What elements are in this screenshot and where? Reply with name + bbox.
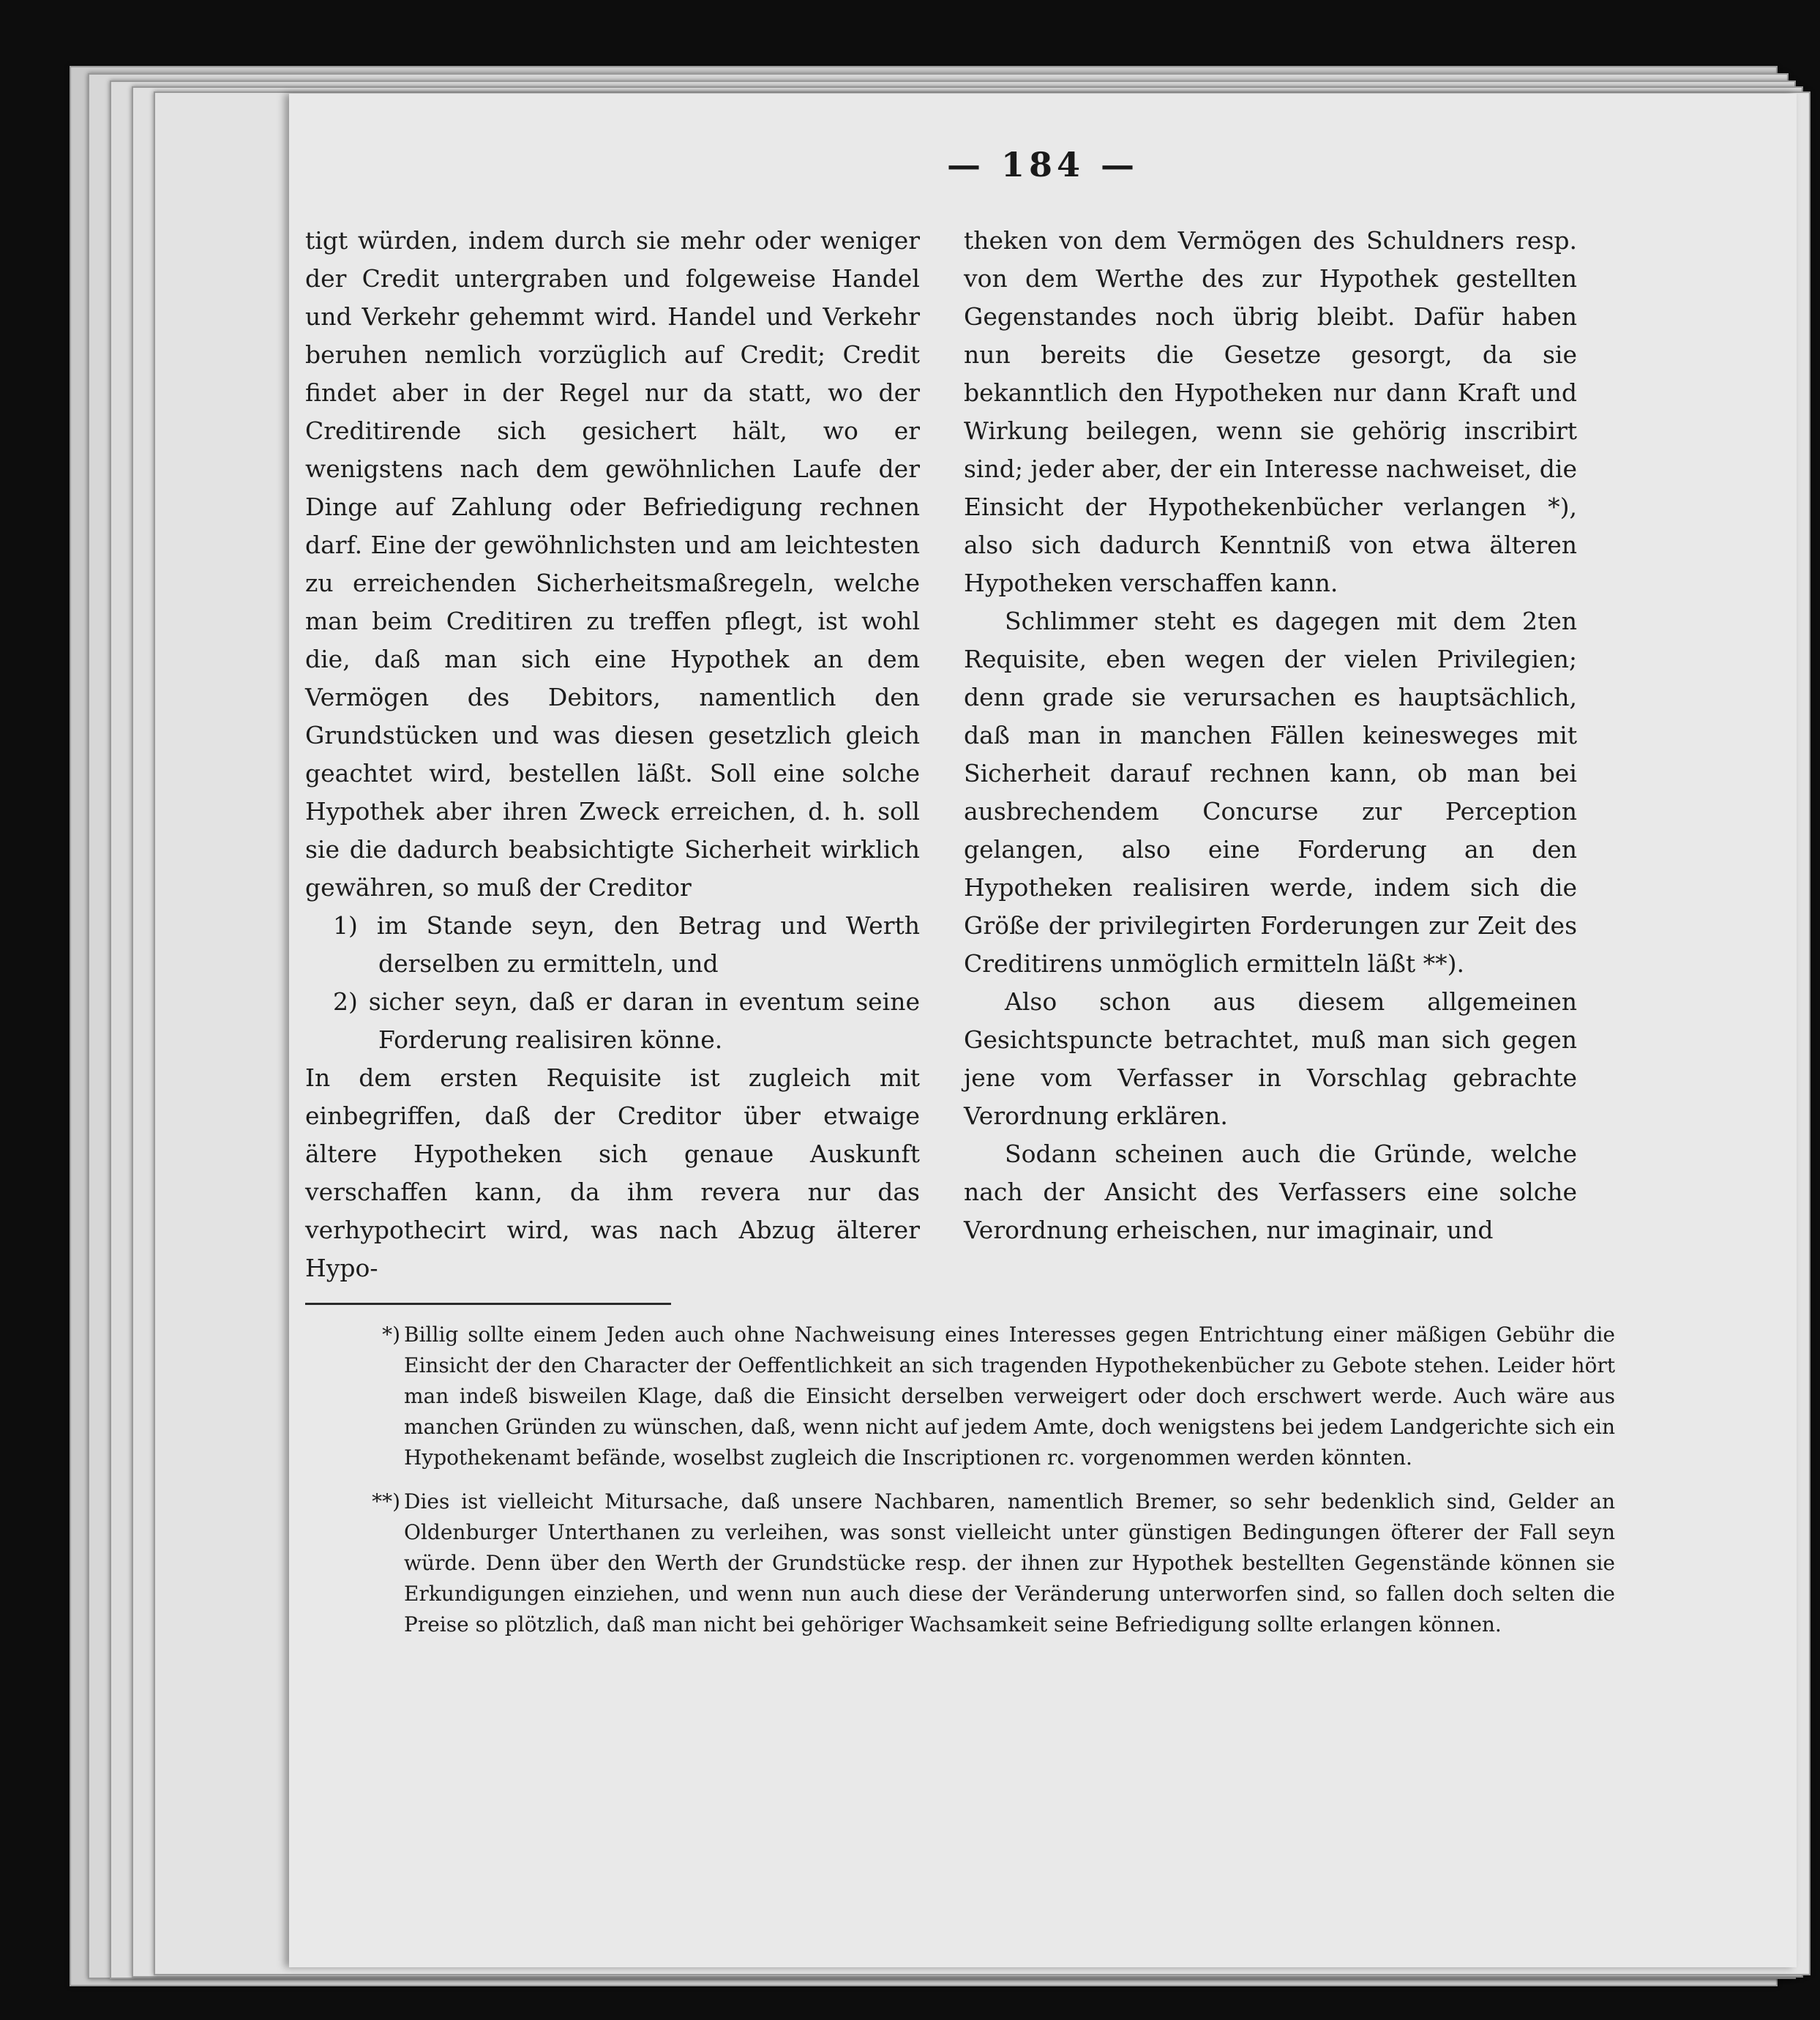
footnote xyxy=(305,1320,1615,1473)
footnote-divider xyxy=(305,1303,671,1305)
right-paragraph-1: theken von dem Vermögen des Schuldners resp. von dem Werthe des zur Hypothek gestellten Gegenstandes noch übrig bleibt. Dafür haben nun bereits die Gesetze gesorgt, da sie bekanntlich den Hypotheken nur dann Kraft und Wirkung beilegen, wenn sie gehörig inscribirt sind; jeder aber, der ein Interesse nachweiset, die Einsicht der Hypothekenbücher verlangen *), also sich dadurch Kenntniß von etwa älteren Hypotheken verschaffen kann. xyxy=(964,226,1577,597)
requirement-list-item xyxy=(305,983,920,1059)
footnote-text: Dies ist vielleicht Mitursache, daß unsere Nachbaren, namentlich Bremer, so sehr bedenklich sind, Gelder an Oldenburger Unterthanen zu verleihen, was sonst vielleicht unter günstigen Bedingungen öfterer der Fall seyn würde. Denn über den Werth der Grundstücke resp. der ihnen zur Hypothek bestellten Gegenstände können sie Erkundigungen einziehen, und wenn nun auch diese der Veränderung unterworfen sind, so fallen doch selten die Preise so plötzlich, daß man nicht bei gehöriger Wachsamkeit seine Befriedigung sollte erlangen können. xyxy=(404,1489,1615,1636)
footnote-text: Billig sollte einem Jeden auch ohne Nachweisung eines Interesses gegen Entrichtung einer mäßigen Gebühr die Einsicht der den Character der Oeffentlichkeit an sich tragenden Hypothekenbücher zu Gebote stehen. Leider hört man indeß bisweilen Klage, daß die Einsicht derselben verweigert oder doch erschwert werde. Auch wäre aus manchen Gründen zu wünschen, daß, wenn nicht auf jedem Amte, doch wenigstens bei jedem Landgerichte sich ein Hypothekenamt befände, woselbst zugleich die Inscriptionen rc. vorgenommen werden könnten. xyxy=(404,1323,1615,1470)
right-paragraph-2: Schlimmer steht es dagegen mit dem 2ten Requisite, eben wegen der vielen Privilegien; denn grade sie verursachen es hauptsächlich, daß man in manchen Fällen keinesweges mit Sicherheit darauf rechnen kann, ob man bei ausbrechendem Concurse zur Perception gelangen, also eine Forderung an den Hypotheken realisiren werde, indem sich die Größe der privilegirten Forderungen zur Zeit des Creditirens unmöglich ermitteln läßt **). xyxy=(964,607,1577,978)
left-paragraph-2: In dem ersten Requisite ist zugleich mit einbegriffen, daß der Creditor über etwaige ältere Hypotheken sich genaue Auskunft verschaffen kann, da ihm revera nur das verhypothecirt wird, was nach Abzug älterer Hypo- xyxy=(305,1063,920,1282)
book-page xyxy=(289,94,1797,1967)
left-paragraph-1: tigt würden, indem durch sie mehr oder weniger der Credit untergraben und folgeweise Handel und Verkehr gehemmt wird. Handel und Verkehr beruhen nemlich vorzüglich auf Credit; Credit findet aber in der Regel nur da statt, wo der Creditirende sich gesichert hält, wo er wenigstens nach dem gewöhnlichen Laufe der Dinge auf Zahlung oder Befriedigung rechnen darf. Eine der gewöhnlichsten und am leichtesten zu erreichenden Sicherheitsmaßregeln, welche man beim Creditiren zu treffen pflegt, ist wohl die, daß man sich eine Hypothek an dem Vermögen des Debitors, namentlich den Grundstücken und was diesen gesetzlich gleich geachtet wird, bestellen läßt. Soll eine solche Hypothek aber ihren Zweck erreichen, d. h. soll sie die dadurch beabsichtigte Sicherheit wirklich gewähren, so muß der Creditor xyxy=(305,226,920,902)
left-text-column xyxy=(305,222,920,1287)
footnotes xyxy=(305,1320,1615,1653)
right-paragraph-3: Also schon aus diesem allgemeinen Gesichtspuncte betrachtet, muß man sich gegen jene vom Verfasser in Vorschlag gebrachte Verordnung erklären. xyxy=(964,987,1577,1130)
footnote-mark: *) xyxy=(382,1323,400,1347)
page-number: — 184 — xyxy=(946,145,1139,184)
right-text-column xyxy=(964,222,1577,1249)
list-text: sicher seyn, daß er daran in eventum seine Forderung realisiren könne. xyxy=(368,987,920,1054)
list-number: 2) xyxy=(333,987,358,1016)
footnote xyxy=(305,1486,1615,1640)
footnote-mark: **) xyxy=(372,1489,400,1514)
requirement-list-item xyxy=(305,907,920,983)
list-number: 1) xyxy=(333,911,358,940)
list-text: im Stande seyn, den Betrag und Werth derselben zu ermitteln, und xyxy=(376,911,920,978)
right-paragraph-4: Sodann scheinen auch die Gründe, welche nach der Ansicht des Verfassers eine solche Verordnung erheischen, nur imaginair, und xyxy=(964,1140,1577,1244)
